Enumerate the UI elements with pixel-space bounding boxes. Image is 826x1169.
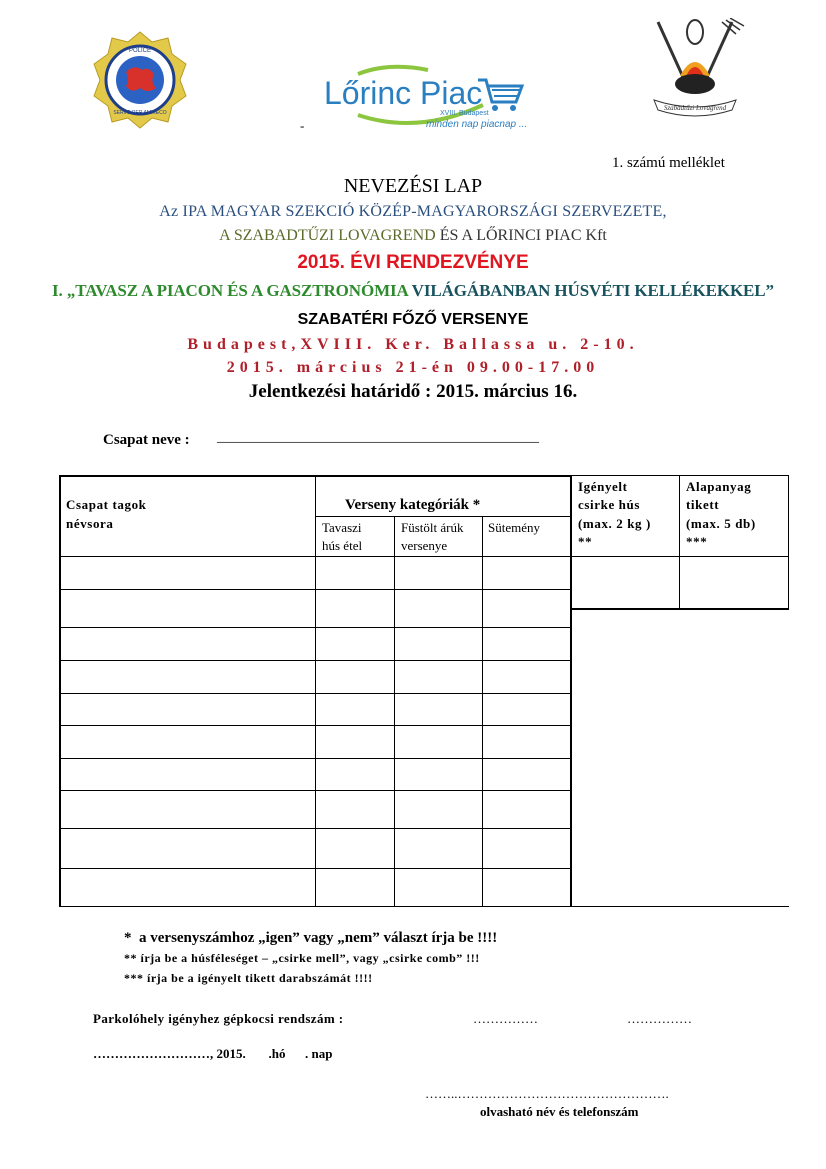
signature-label: olvasható név és telefonszám [480,1104,639,1119]
row-line [59,693,572,694]
event-title-part-1: I. „TAVASZ A PIACON ÉS A GASZTRONÓMIA [52,281,408,300]
note-1-text: a versenyszámhoz „igen” vagy „nem” választ írja be !!!! [139,930,498,946]
row-line [59,758,572,759]
row-line [59,589,572,590]
row-line [59,868,572,869]
chicken-header-2: csirke hús [578,497,640,512]
ticket-header-4: *** [686,534,708,549]
cat1-header-b: hús étel [322,538,363,553]
event-title-part-2: VILÁGÁBANBAN HÚSVÉTI KELLÉKEKKEL” [407,281,774,300]
ticket-header-1: Alapanyag [686,479,752,494]
org-line-2-piac: ÉS A LŐRINCI PIAC Kft [435,227,607,244]
event-title [0,281,826,301]
team-name-label: Csapat neve : [103,432,190,448]
piac-name: Lőrinc Piac [324,75,483,111]
date-line[interactable]: ………………………, 2015. .hó . nap [93,1046,333,1061]
col-sep-members [315,476,316,907]
chicken-header-3: (max. 2 kg ) [578,516,651,531]
right-table-row [570,556,789,557]
chicken-header-1: Igényelt [578,479,628,494]
page-title: NEVEZÉSI LAP [343,175,483,197]
members-header-2: névsora [66,516,114,531]
table-left-border [59,475,61,907]
event-datetime: 2015. március 21-én 09.00-17.00 [226,359,600,376]
parking-plate-1[interactable]: …………… [473,1011,538,1026]
note-1 [124,930,497,947]
org-line-2-lovagrend: A SZABADTŰZI LOVAGREND [219,227,436,244]
members-header-1: Csapat tagok [66,497,147,512]
parking-label: Parkolóhely igényhez gépkocsi rendszám : [93,1011,344,1026]
cart-icon [478,80,522,111]
ipa-top-text: POLICE [128,48,152,54]
deadline: Jelentkezési határidő : 2015. március 16. [248,381,578,402]
team-name-field[interactable]: ______________________________________________ [217,430,539,445]
org-line-2 [0,227,826,245]
lorinc-piac-logo [318,60,530,135]
signature-line[interactable]: ……..…………………………………………. [425,1086,669,1101]
row-line [59,725,572,726]
szabadtuzi-lovagrend-logo [640,18,750,118]
event-subtitle: SZABATÉRI FŐZŐ VERSENYE [297,311,529,328]
chicken-header-4: ** [578,534,593,549]
note-3: *** írja be a igényelt tikett darabszámát !!!! [124,971,373,985]
table-right-border [570,475,572,907]
piac-sub1: XVIII. Budapest [440,110,489,117]
note-2: ** írja be a húsféleséget – „csirke mell”, vagy „csirke comb” !!! [124,951,480,965]
table-bottom-border [59,906,789,907]
parking-plate-2[interactable]: …………… [627,1011,692,1026]
ticket-header-2: tikett [686,497,720,512]
dash-mark: - [300,118,305,133]
col-sep-cat1 [394,516,395,907]
cat2-header-a: Füstölt árúk [401,520,464,535]
ticket-header-3: (max. 5 db) [686,516,756,531]
ipa-ring-text: SERVO PER AMIKECO [113,110,167,116]
cat2-header-b: versenye [401,538,448,553]
annex-label: 1. számú melléklet [612,155,725,171]
right-table-right [788,475,789,609]
event-year-title: 2015. ÉVI RENDEZVÉNYE [297,252,529,273]
categories-header: Verseny kategóriák * [345,497,481,513]
cat-subheader-line [315,516,571,517]
row-line [59,790,572,791]
row-line [59,627,572,628]
right-table-bottom [570,608,789,610]
org-line-1: Az IPA MAGYAR SZEKCIÓ KÖZÉP-MAGYARORSZÁGI SZERVEZETE, [159,203,667,220]
col-sep-cat2 [482,516,483,907]
event-location: Budapest,XVIII. Ker. Ballassa u. 2-10. [187,336,639,353]
lovag-banner-text: Szabadtűzi Lovagrend [663,104,727,112]
ipa-logo [90,30,190,130]
cat3-header: Sütemény [488,520,540,535]
piac-sub2: minden nap piacnap ... [426,119,528,130]
row-line [59,828,572,829]
note-1-star: * [124,930,132,946]
row-line [59,660,572,661]
cat1-header-a: Tavaszi [322,520,362,535]
right-table-mid [679,475,680,609]
row-line [59,556,572,557]
